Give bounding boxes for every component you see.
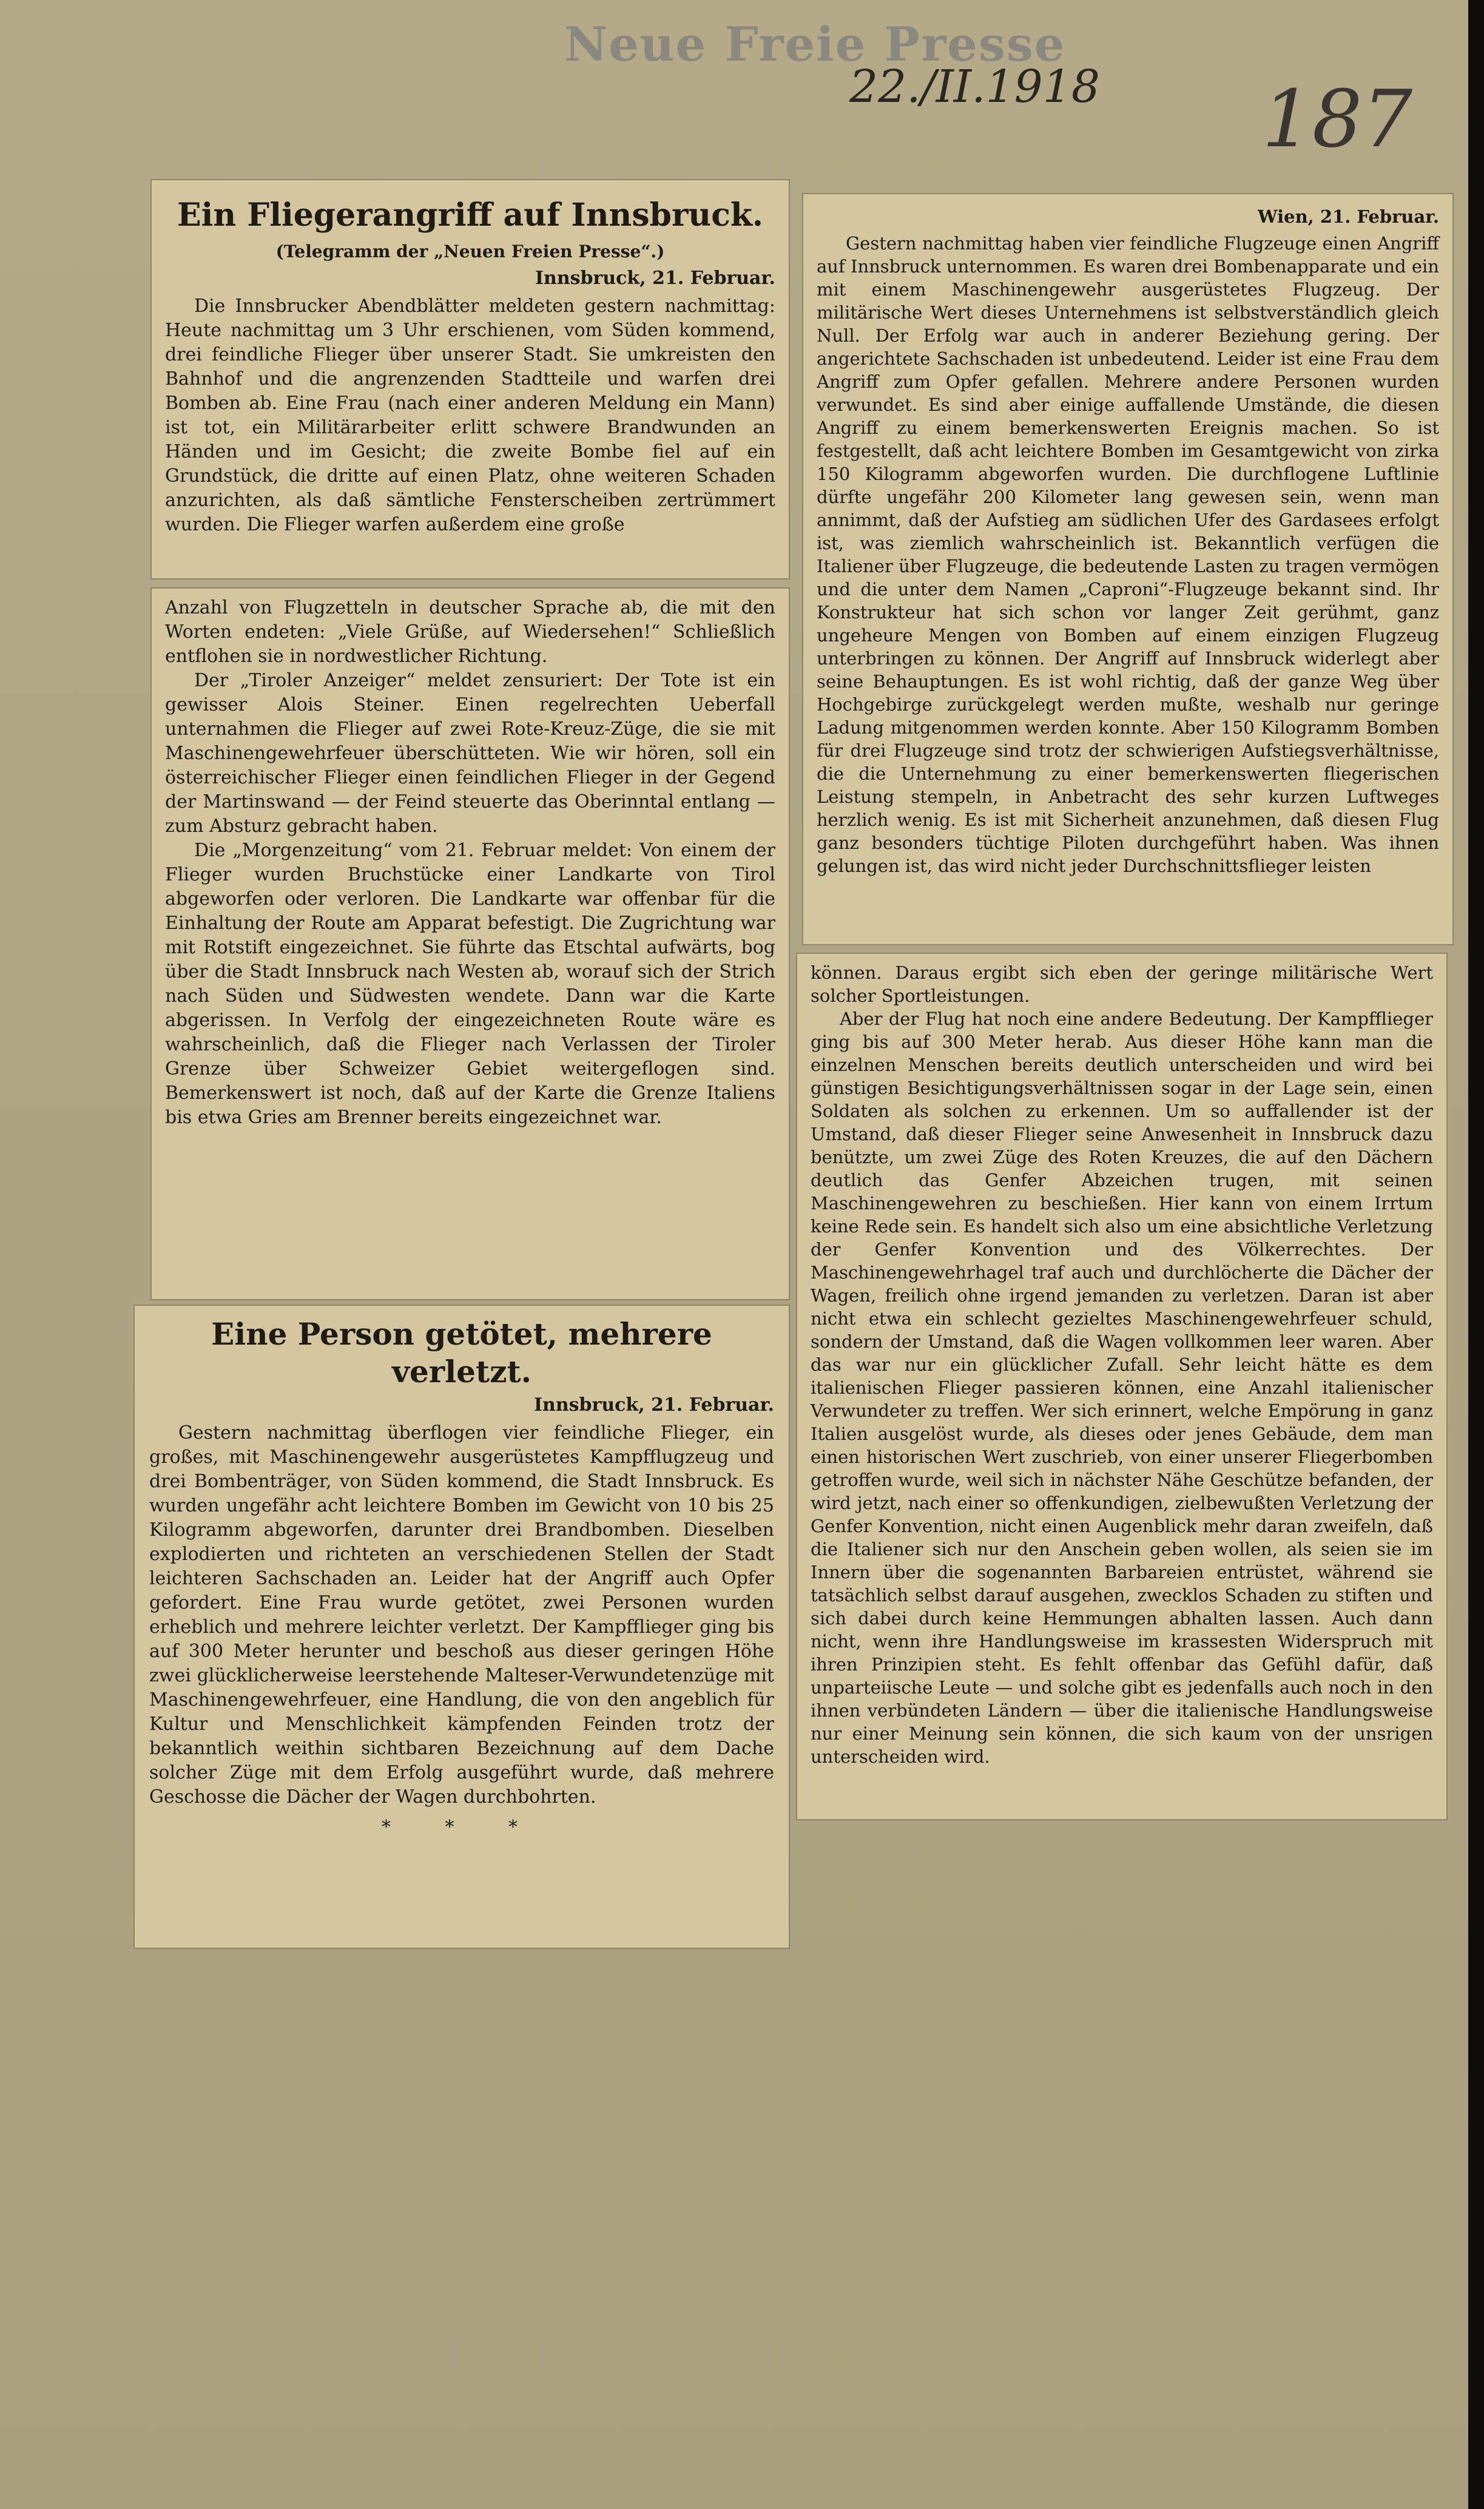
article-paragraph: Der „Tiroler Anzeiger“ meldet zensuriert: Der Tote ist ein gewisser Alois Steiner. Einen regelrechten Ueberfall unternahmen die Flieger auf zwei Rote-Kreuz-Züge, die sie mit Maschinengewehrfeuer überschütteten. Wie wir hören, soll ein österreichischer Flieger einen feindlichen Flieger in der Gegend der Martinswand — der Feind steuerte das Oberinntal entlang — zum Absturz gebracht haben. [165,670,775,837]
article-dateline: Innsbruck, 21. Februar. [534,1394,774,1416]
clipping-wien-commentary-top [802,193,1454,945]
clipping-person-getoetet [133,1305,790,1949]
clipping-fliegerangriff-top [150,179,790,579]
telegram-note: (Telegramm der „Neuen Freien Presse“.) [275,241,665,262]
article-paragraph: Gestern nachmittag haben vier feindliche Flugzeuge einen Angriff auf Innsbruck unternommen. Es waren drei Bombenapparate und ein mit einem Maschinengewehr ausgerüstetes Flugzeug. Der militärische Wert dieses Unternehmens ist selbstverständlich gleich Null. Der Erfolg war auch in anderer Beziehung gering. Der angerichtete Sachschaden ist unbedeutend. Leider ist eine Frau dem Angriff zum Opfer gefallen. Mehrere andere Personen wurden verwundet. Es sind aber einige auffallende Umstände, die diesen Angriff zu einem bemerkenswerten Ereignis machen. So ist festgestellt, daß acht leichtere Bomben im Gesamtgewicht von zirka 150 Kilogramm abgeworfen wurden. Die durchflogene Luftlinie dürfte ungefähr 200 Kilometer lang gewesen sein, wenn man annimmt, daß der Aufstieg am südlichen Ufer des Gardasees erfolgt ist, was ziemlich wahrscheinlich ist. Bekanntlich verfügen die Italiener über Flugzeuge, die bedeutende Lasten zu tragen vermögen und die unter dem Namen „Caproni“-Flugzeuge bekannt sind. Ihr Konstrukteur hat sich schon vor langer Zeit gerühmt, ganz ungeheure Mengen von Bomben auf einem einzigen Flugzeug unterbringen zu können. Der Angriff auf Innsbruck widerlegt aber seine Behauptungen. Es ist wohl richtig, daß der ganze Weg über Hochgebirge zurückgelegt werden mußte, weshalb nur geringe Ladung mitgenommen werden konnte. Aber 150 Kilogramm Bomben für drei Flugzeuge sind trotz der schwierigen Aufstiegsverhältnisse, die die Unternehmung zu einer bemerkenswerten fliegerischen Leistung stempeln, in Anbetracht des sehr kurzen Luftweges herzlich wenig. Es ist mit Sicherheit anzunehmen, daß diesen Flug ganz besonders tüchtige Piloten durchgeführt haben. Was ihnen gelungen ist, das wird nicht jeder Durchschnittsflieger leisten [817,233,1439,876]
article-paragraph: Gestern nachmittag überflogen vier feindliche Flieger, ein großes, mit Maschinengewehr ausgerüstetes Kampfflugzeug und drei Bombenträger, von Süden kommend, die Stadt Innsbruck. Es wurden ungefähr acht leichtere Bomben im Gewicht von 10 bis 25 Kilogramm abgeworfen, darunter drei Brandbomben. Dieselben explodierten und richteten an verschiedenen Stellen der Stadt leichteren Sachschaden an. Leider hat der Angriff auch Opfer gefordert. Eine Frau wurde getötet, zwei Personen wurden erheblich und mehrere leichter verletzt. Der Kampfflieger ging bis auf 300 Meter herunter und beschoß aus dieser geringen Höhe zwei glücklicherweise leerstehende Malteser-Verwundetenzüge mit Maschinengewehrfeuer, eine Handlung, die von den angeblich für Kultur und Menschlichkeit kämpfenden Feinden trotz der bekanntlich weithin sichtbaren Bezeichnung auf dem Dache solcher Züge mit dem Erfolg ausgeführt wurde, daß mehrere Geschosse die Dächer der Wagen durchbohrten. [149,1422,774,1808]
article-dateline: Innsbruck, 21. Februar. [535,268,775,289]
newspaper-masthead-stamp: Neue Freie Presse [564,17,1066,72]
article-paragraph: können. Daraus ergibt sich eben der geringe militärische Wert solcher Sportleistungen. [811,962,1433,1006]
section-separator: * * * [381,1817,542,1838]
article-paragraph: Anzahl von Flugzetteln in deutscher Sprache ab, die mit den Worten endeten: „Viele Grüße, auf Wiedersehen!“ Schließlich entflohen sie in nordwestlicher Richtung. [165,597,775,667]
archive-number: 187 [1262,73,1413,165]
article-dateline: Wien, 21. Februar. [1258,206,1439,227]
scan-border [1468,0,1484,2509]
article-paragraph: Die „Morgenzeitung“ vom 21. Februar meldet: Von einem der Flieger wurden Bruchstücke einer Landkarte von Tirol abgeworfen oder verloren. Die Landkarte war offenbar für die Einhaltung der Route am Apparat befestigt. Die Zugrichtung war mit Rotstift eingezeichnet. Sie führte das Etschtal aufwärts, bog über die Stadt Innsbruck nach Westen ab, worauf sich der Strich nach Süden und Südwesten wendete. Dann war die Karte abgerissen. In Verfolg der eingezeichneten Route wäre es wahrscheinlich, daß die Flieger nach Verlassen der Tiroler Grenze über Schweizer Gebiet weitergeflogen sind. Bemerkenswert ist noch, daß auf der Karte die Grenze Italiens bis etwa Gries am Brenner bereits eingezeichnet war. [165,840,775,1128]
article-headline: Eine Person getötet, mehrere verletzt. [211,1316,712,1390]
clipping-fliegerangriff-continued [150,587,790,1300]
article-headline: Ein Fliegerangriff auf Innsbruck. [177,197,763,234]
handwritten-date: 22./II.1918 [849,61,1100,113]
article-paragraph: Aber der Flug hat noch eine andere Bedeutung. Der Kampfflieger ging bis auf 300 Meter herab. Aus dieser Höhe kann man die einzelnen Menschen bereits deutlich unterscheiden und wird bei günstigen Besichtigungsverhältnissen sogar in der Lage sein, einen Soldaten als solchen zu erkennen. Um so auffallender ist der Umstand, daß dieser Flieger seine Anwesenheit in Innsbruck dazu benützte, um zwei Züge des Roten Kreuzes, die auf den Dächern deutlich das Genfer Abzeichen trugen, mit seinen Maschinengewehren zu beschießen. Hier kann von einem Irrtum keine Rede sein. Es handelt sich also um eine absichtliche Verletzung der Genfer Konvention und des Völkerrechtes. Der Maschinengewehrhagel traf auch und durchlöcherte die Dächer der Wagen, freilich ohne irgend jemanden zu verletzen. Daran ist aber nicht etwa ein schlecht gezieltes Maschinengewehrfeuer schuld, sondern der Umstand, daß die Wagen vollkommen leer waren. Aber das war nur ein glücklicher Zufall. Sehr leicht hätte es dem italienischen Flieger passieren können, eine Anzahl italienischer Verwundeter zu treffen. Wer sich erinnert, welche Empörung in ganz Italien ausgelöst wurde, als dieses oder jenes Gebäude, dem man einen historischen Wert zuschrieb, von einer unserer Fliegerbomben getroffen wurde, weil sich in nächster Nähe Geschütze befanden, der wird jetzt, nach einer so offenkundigen, zielbewußten Verletzung der Genfer Konvention, nicht einen Augenblick mehr daran zweifeln, daß die Italiener sich nur den Anschein geben wollen, als seien sie im Innern über die sogenannten Barbareien entrüstet, während sie tatsächlich selbst darauf ausgehen, zwecklos Schaden zu stiften und sich dabei durch keine Hemmungen abhalten lassen. Auch dann nicht, wenn ihre Handlungsweise im krassesten Widerspruch mit ihren Prinzipien steht. Es fehlt offenbar das Gefühl dafür, daß unparteiische Leute — und solche gibt es jedenfalls auch noch in den ihnen verbündeten Ländern — über die italienische Handlungsweise nur einer Meinung sein können, die sich kaum von der unsrigen unterscheiden wird. [811,1008,1433,1767]
clipping-wien-commentary-continued [796,953,1448,1820]
article-paragraph: Die Innsbrucker Abendblätter meldeten gestern nachmittag: Heute nachmittag um 3 Uhr erschienen, vom Süden kommend, drei feindliche Flieger über unserer Stadt. Sie umkreisten den Bahnhof und die angrenzenden Stadtteile und warfen drei Bomben ab. Eine Frau (nach einer anderen Meldung ein Mann) ist tot, ein Militärarbeiter erlitt schwere Brandwunden an Händen und im Gesicht; die zweite Bombe fiel auf ein Grundstück, die dritte auf einen Platz, ohne weiteren Schaden anzurichten, als daß sämtliche Fensterscheiben zertrümmert wurden. Die Flieger warfen außerdem eine große [165,295,775,535]
